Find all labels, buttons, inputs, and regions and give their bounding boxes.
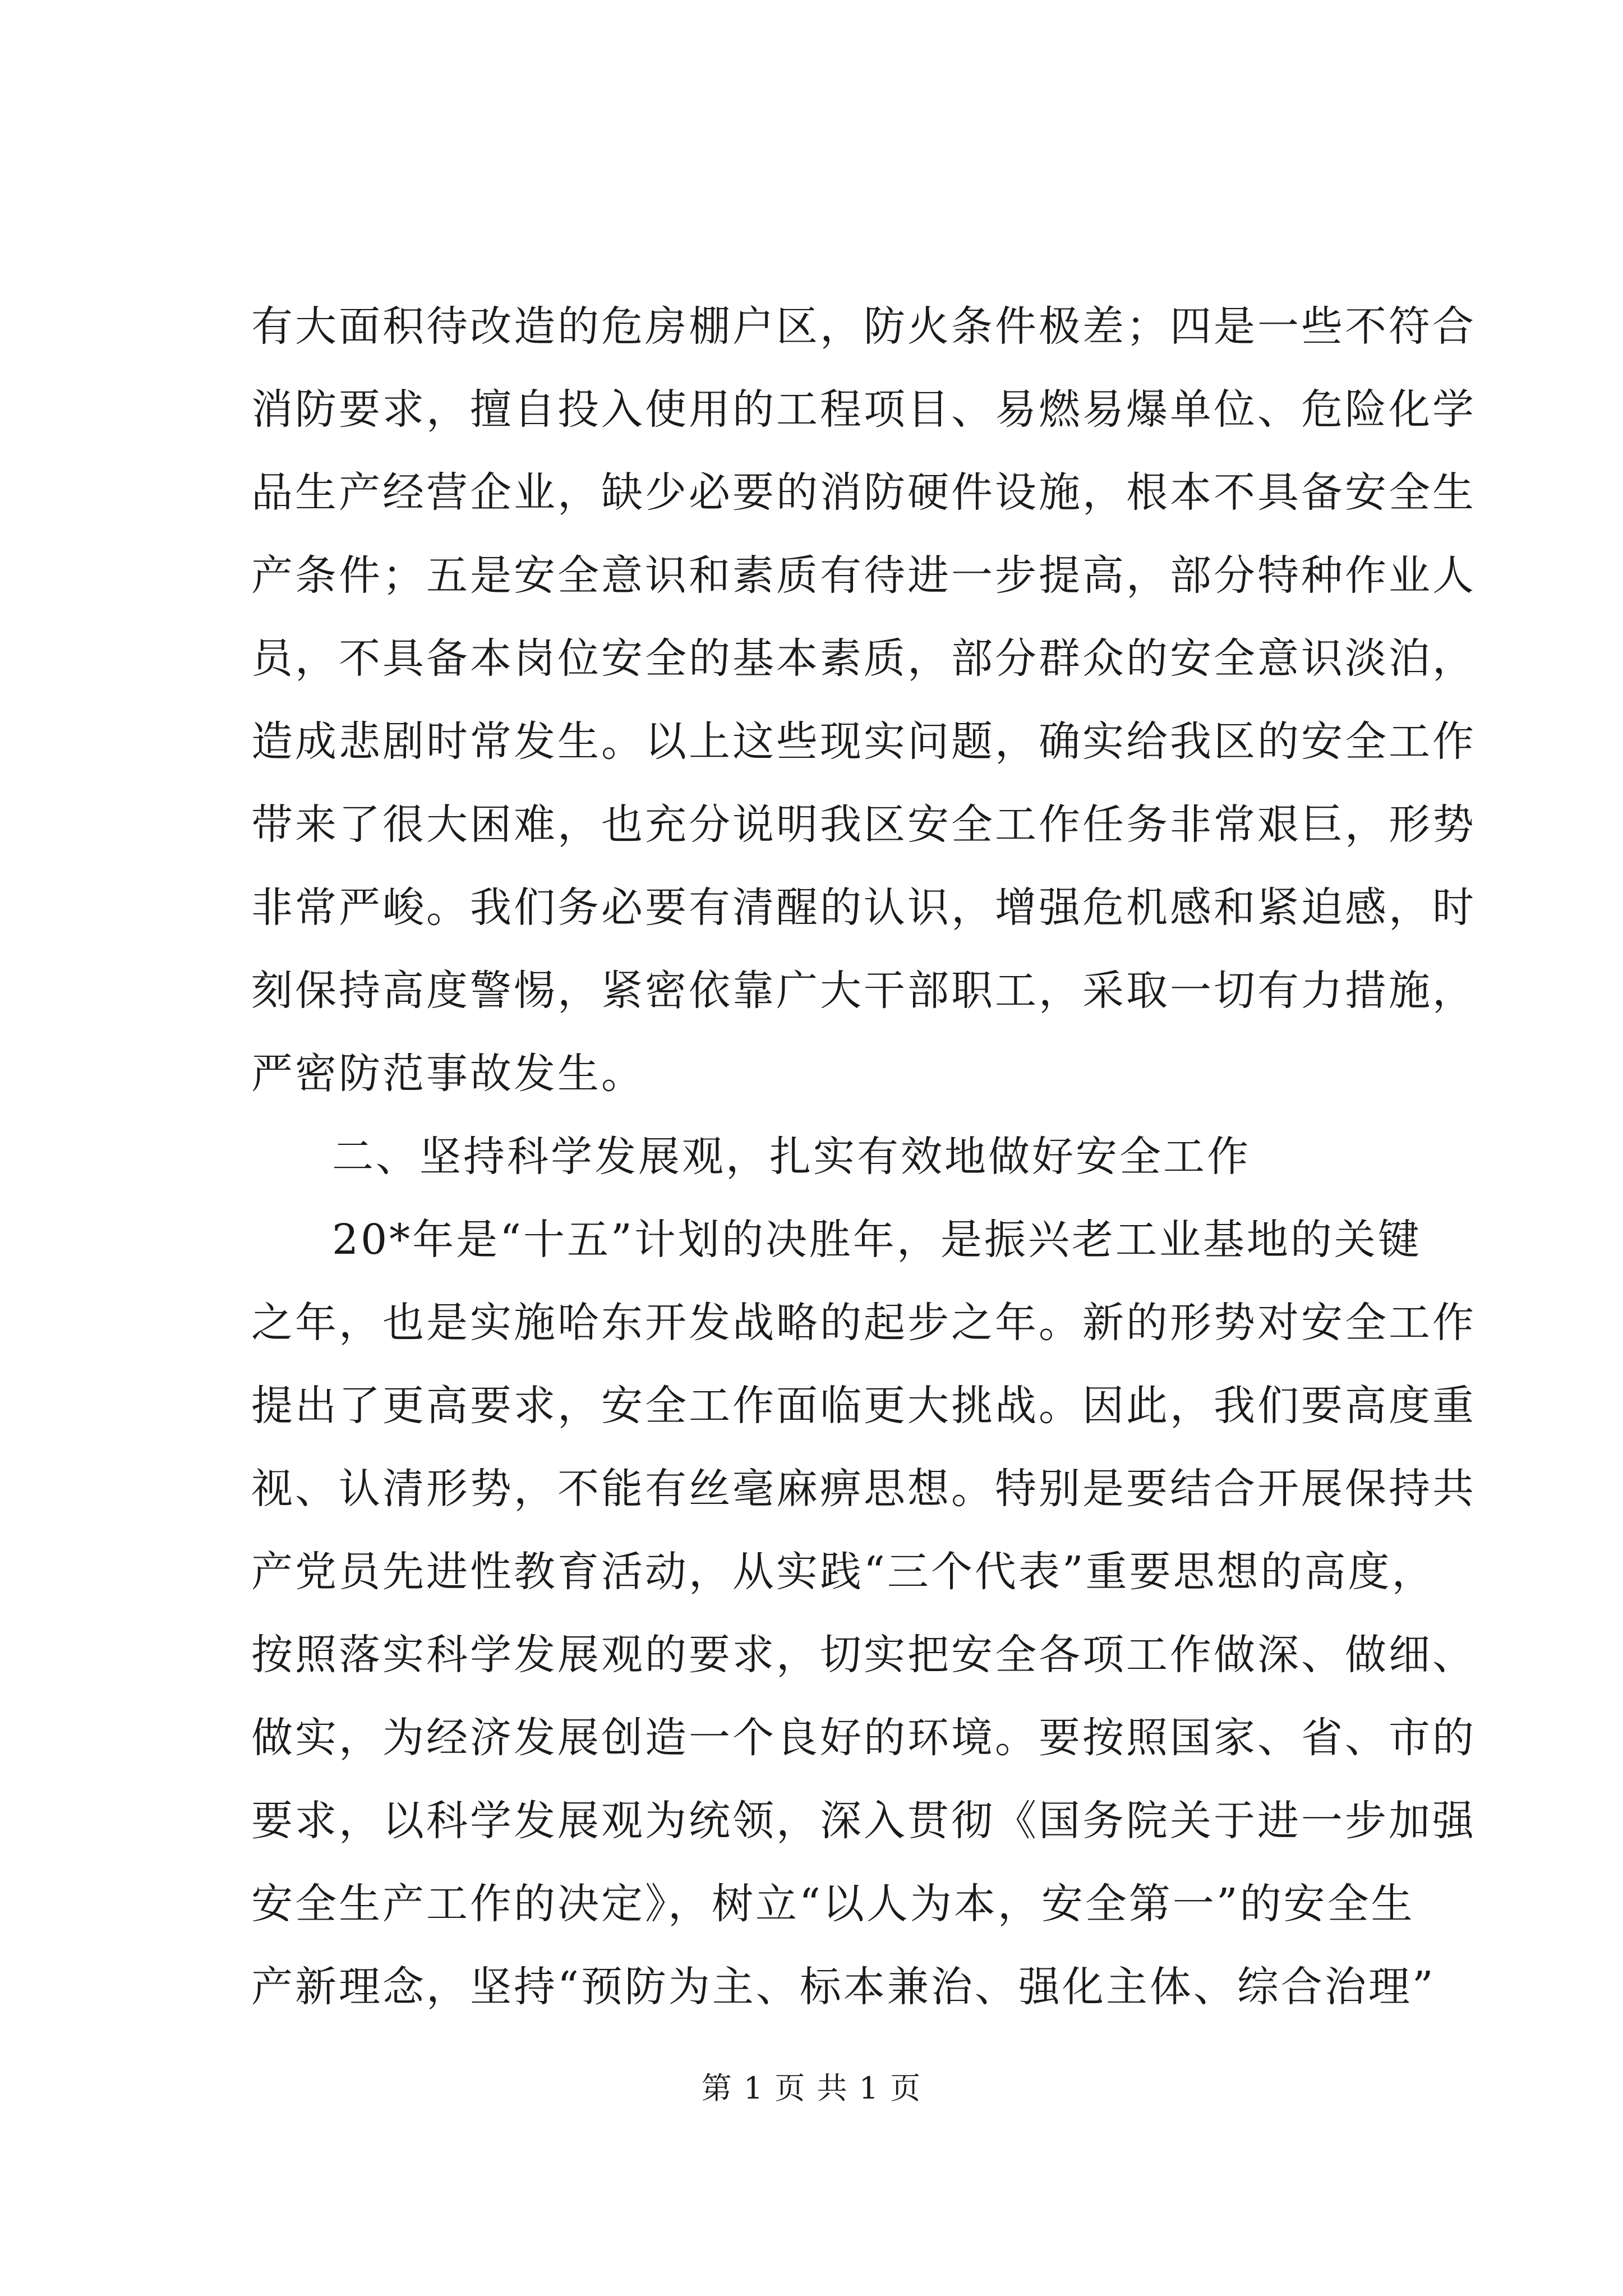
text-line: 之年，也是实施哈东开发战略的起步之年。新的形势对安全工作: [251, 1299, 1476, 1347]
text-line: 带来了很大困难，也充分说明我区安全工作任务非常艰巨，形势: [251, 800, 1476, 849]
text-line: 20*年是“十五”计划的决胜年，是振兴老工业基地的关键: [332, 1216, 1422, 1264]
text-line: 有大面积待改造的危房棚户区，防火条件极差；四是一些不符合: [251, 302, 1476, 351]
text-line: 品生产经营企业，缺少必要的消防硬件设施，根本不具备安全生: [251, 468, 1476, 517]
page-number-footer: 第 1 页 共 1 页: [701, 2070, 922, 2106]
text-line: 造成悲剧时常发生。以上这些现实问题，确实给我区的安全工作: [251, 717, 1476, 766]
text-line: 产新理念，坚持“预防为主、标本兼治、强化主体、综合治理”: [251, 1963, 1436, 2011]
text-line: 做实，为经济发展创造一个良好的环境。要按照国家、省、市的: [251, 1714, 1476, 1762]
text-line: 非常严峻。我们务必要有清醒的认识，增强危机感和紧迫感，时: [251, 884, 1476, 932]
text-line: 员，不具备本岗位安全的基本素质，部分群众的安全意识淡泊，: [251, 634, 1476, 683]
text-line: 安全生产工作的决定》，树立“以人为本，安全第一”的安全生: [251, 1880, 1415, 1928]
text-line: 刻保持高度警惕，紧密依靠广大干部职工，采取一切有力措施，: [251, 967, 1476, 1015]
text-line: 按照落实科学发展观的要求，切实把安全各项工作做深、做细、: [251, 1631, 1476, 1679]
text-line: 要求，以科学发展观为统领，深入贯彻《国务院关于进一步加强: [251, 1797, 1476, 1845]
text-line: 视、认清形势，不能有丝毫麻痹思想。特别是要结合开展保持共: [251, 1465, 1476, 1513]
text-line: 提出了更高要求，安全工作面临更大挑战。因此，我们要高度重: [251, 1382, 1476, 1430]
text-line: 严密防范事故发生。: [251, 1050, 645, 1098]
section-heading: 二、坚持科学发展观，扎实有效地做好安全工作: [332, 1133, 1251, 1181]
text-line: 消防要求，擅自投入使用的工程项目、易燃易爆单位、危险化学: [251, 385, 1476, 434]
text-line: 产党员先进性教育活动，从实践“三个代表”重要思想的高度，: [251, 1548, 1436, 1596]
text-line: 产条件；五是安全意识和素质有待进一步提高，部分特种作业人: [251, 551, 1476, 600]
